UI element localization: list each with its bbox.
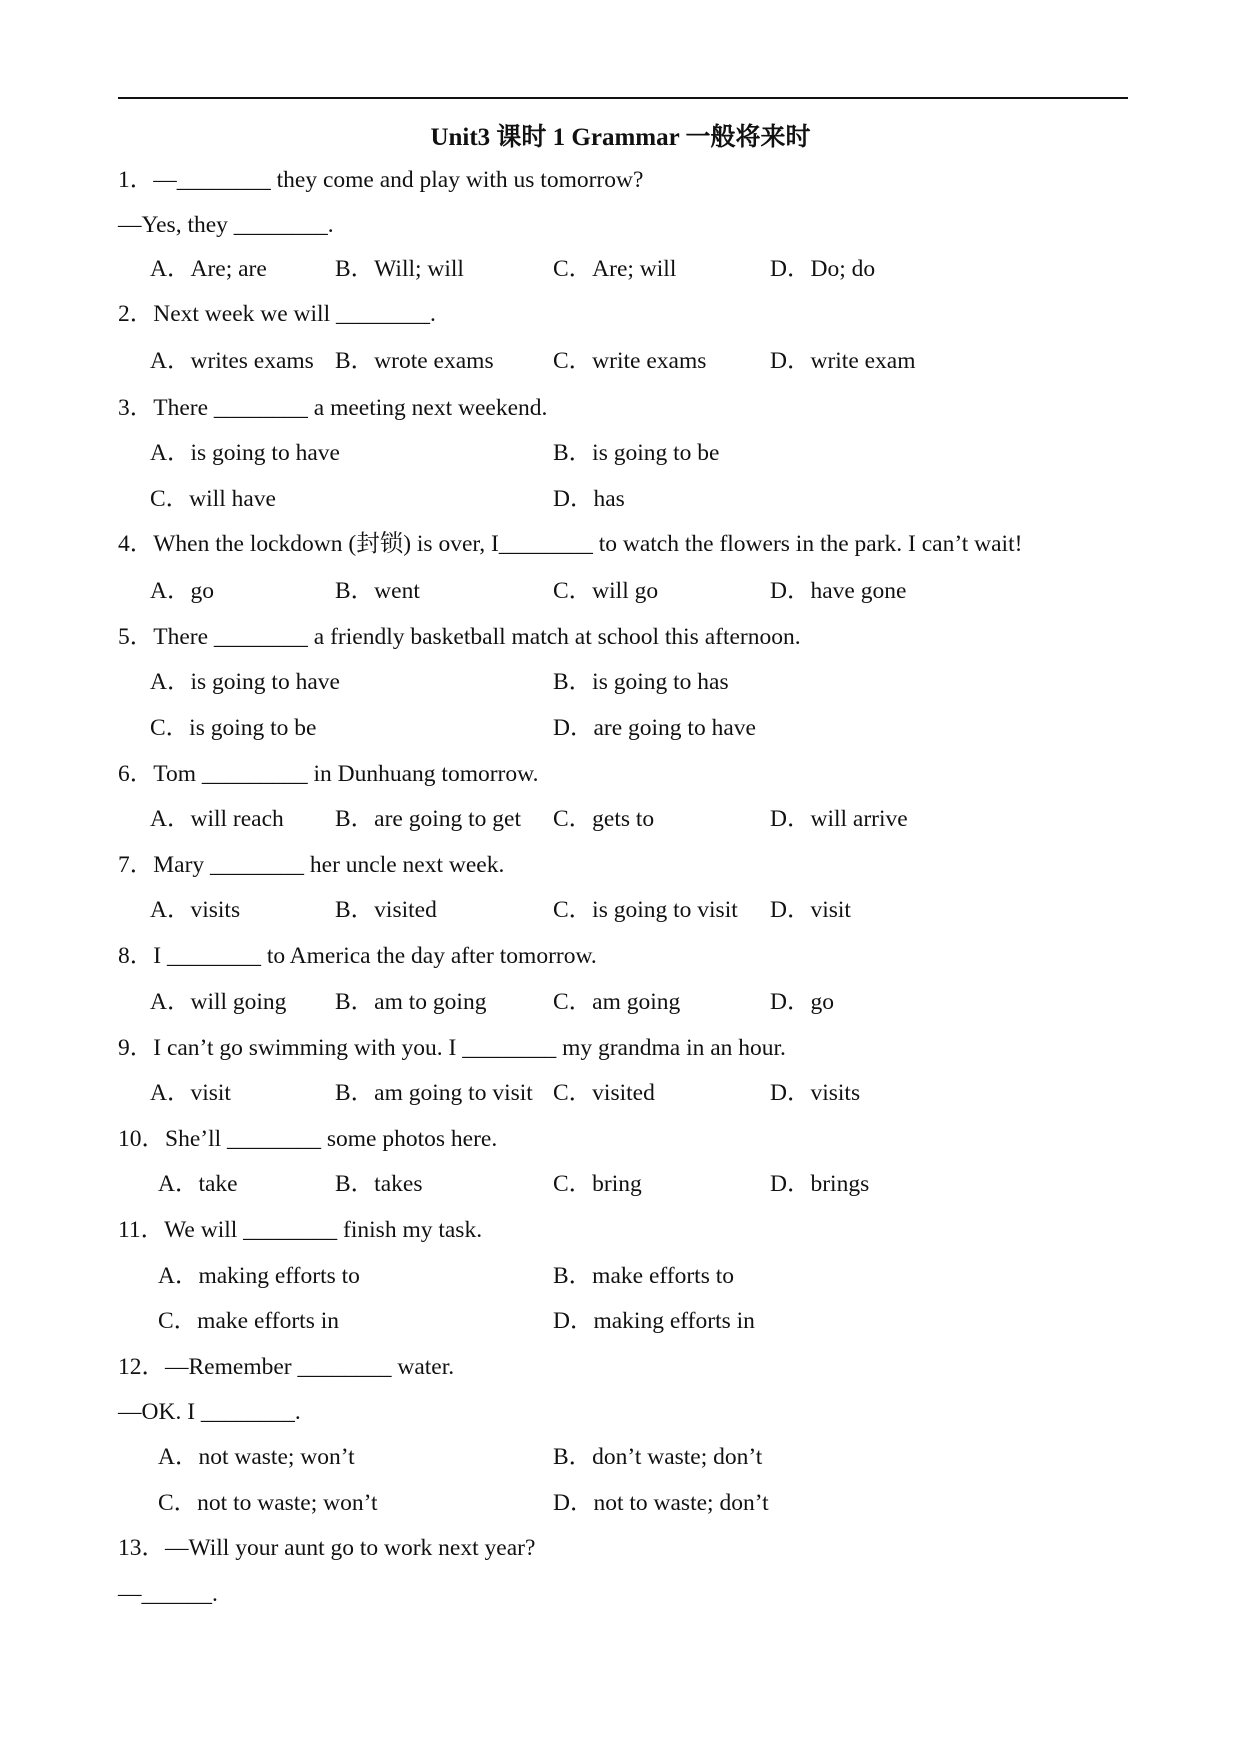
question-6-option-b[interactable]: B．are going to get	[335, 806, 522, 832]
question-10-option-c[interactable]: C．bring	[553, 1171, 642, 1197]
question-10-stem: 10．She’ll ________ some photos here.	[118, 1126, 498, 1152]
question-12-stem: 12．—Remember ________ water.	[118, 1354, 455, 1380]
question-7-stem: 7．Mary ________ her uncle next week.	[118, 852, 505, 878]
question-5-option-a[interactable]: A．is going to have	[150, 669, 340, 695]
question-9-option-b[interactable]: B．am going to visit	[335, 1080, 533, 1106]
question-1-option-b[interactable]: B．Will; will	[335, 256, 464, 282]
question-5-option-c[interactable]: C．is going to be	[150, 715, 317, 741]
question-12-option-a[interactable]: A．not waste; won’t	[158, 1444, 355, 1470]
question-5-stem: 5．There ________ a friendly basketball match at school this afternoon.	[118, 624, 801, 650]
question-7-option-d[interactable]: D．visit	[770, 897, 851, 923]
question-10-option-b[interactable]: B．takes	[335, 1171, 423, 1197]
question-2-option-d[interactable]: D．write exam	[770, 348, 916, 374]
question-1-stem: 1．—________ they come and play with us tomorrow?	[118, 167, 644, 193]
question-4-option-a[interactable]: A．go	[150, 578, 214, 604]
question-6-option-c[interactable]: C．gets to	[553, 806, 655, 832]
question-4-option-d[interactable]: D．have gone	[770, 578, 907, 604]
question-11-option-b[interactable]: B．make efforts to	[553, 1263, 735, 1289]
question-13-stem: 13．—Will your aunt go to work next year?	[118, 1535, 536, 1561]
question-13-answer-line: —______.	[118, 1581, 218, 1607]
question-2-option-c[interactable]: C．write exams	[553, 348, 707, 374]
question-3-option-c[interactable]: C．will have	[150, 486, 276, 512]
question-1-option-a[interactable]: A．Are; are	[150, 256, 267, 282]
question-1-option-d[interactable]: D．Do; do	[770, 256, 876, 282]
question-4-stem: 4．When the lockdown (封锁) is over, I________ to watch the flowers in the park. I can’t wait!	[118, 531, 1023, 557]
question-8-option-c[interactable]: C．am going	[553, 989, 681, 1015]
question-4-option-c[interactable]: C．will go	[553, 578, 659, 604]
question-5-option-b[interactable]: B．is going to has	[553, 669, 729, 695]
question-11-option-a[interactable]: A．making efforts to	[158, 1263, 360, 1289]
question-4-option-b[interactable]: B．went	[335, 578, 420, 604]
question-8-option-a[interactable]: A．will going	[150, 989, 287, 1015]
question-9-stem: 9．I can’t go swimming with you. I ________ my grandma in an hour.	[118, 1035, 786, 1061]
question-11-option-d[interactable]: D．making efforts in	[553, 1308, 755, 1334]
question-12-option-d[interactable]: D．not to waste; don’t	[553, 1490, 769, 1516]
question-7-option-b[interactable]: B．visited	[335, 897, 437, 923]
question-12-option-c[interactable]: C．not to waste; won’t	[158, 1490, 378, 1516]
question-3-option-a[interactable]: A．is going to have	[150, 440, 340, 466]
header-rule	[118, 97, 1128, 99]
question-3-option-d[interactable]: D．has	[553, 486, 625, 512]
question-2-option-a[interactable]: A．writes exams	[150, 348, 314, 374]
question-10-option-d[interactable]: D．brings	[770, 1171, 870, 1197]
question-10-option-a[interactable]: A．take	[158, 1171, 238, 1197]
question-9-option-d[interactable]: D．visits	[770, 1080, 861, 1106]
question-2-option-b[interactable]: B．wrote exams	[335, 348, 494, 374]
page-title: Unit3 课时 1 Grammar 一般将来时	[430, 124, 811, 151]
question-5-option-d[interactable]: D．are going to have	[553, 715, 756, 741]
question-7-option-c[interactable]: C．is going to visit	[553, 897, 738, 923]
question-6-stem: 6．Tom _________ in Dunhuang tomorrow.	[118, 761, 539, 787]
question-8-option-b[interactable]: B．am to going	[335, 989, 487, 1015]
question-3-option-b[interactable]: B．is going to be	[553, 440, 720, 466]
question-1-option-c[interactable]: C．Are; will	[553, 256, 677, 282]
question-1-answer-line: —Yes, they ________.	[118, 212, 334, 238]
question-9-option-a[interactable]: A．visit	[150, 1080, 231, 1106]
question-2-stem: 2．Next week we will ________.	[118, 301, 436, 327]
question-6-option-d[interactable]: D．will arrive	[770, 806, 908, 832]
question-6-option-a[interactable]: A．will reach	[150, 806, 284, 832]
question-11-option-c[interactable]: C．make efforts in	[158, 1308, 340, 1334]
question-9-option-c[interactable]: C．visited	[553, 1080, 655, 1106]
question-3-stem: 3．There ________ a meeting next weekend.	[118, 395, 548, 421]
question-8-option-d[interactable]: D．go	[770, 989, 834, 1015]
question-12-option-b[interactable]: B．don’t waste; don’t	[553, 1444, 763, 1470]
question-7-option-a[interactable]: A．visits	[150, 897, 241, 923]
question-12-answer-line: —OK. I ________.	[118, 1399, 301, 1425]
question-11-stem: 11．We will ________ finish my task.	[118, 1217, 483, 1243]
question-8-stem: 8．I ________ to America the day after tomorrow.	[118, 943, 597, 969]
